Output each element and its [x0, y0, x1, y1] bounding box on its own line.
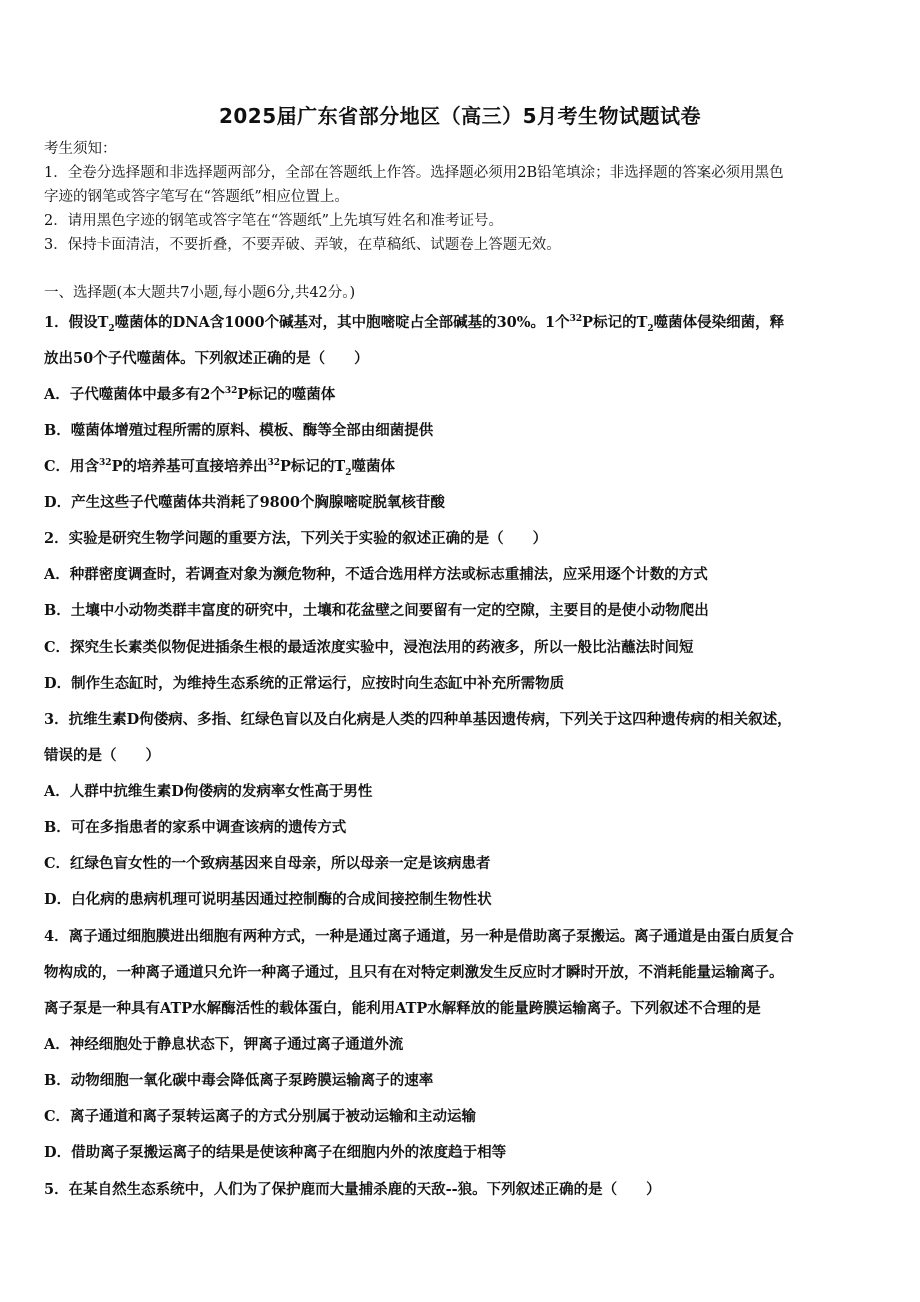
q4-option-b: B．动物细胞一氧化碳中毒会降低离子泵跨膜运输离子的速率 — [44, 1072, 434, 1089]
q3-option-c: C．红绿色盲女性的一个致病基因来自母亲，所以母亲一定是该病患者 — [44, 855, 491, 872]
section-heading: 一、选择题(本大题共7小题,每小题6分,共42分。) — [44, 285, 356, 301]
q4-option-c: C．离子通道和离子泵转运离子的方式分别属于被动运输和主动运输 — [44, 1108, 477, 1125]
page-title: 2025届广东省部分地区（高三）5月考生物试题试卷 — [218, 104, 702, 128]
q2-option-a: A．种群密度调查时，若调查对象为濒危物种，不适合选用样方法或标志重捕法，应采用逐个计数的方式 — [44, 566, 708, 583]
q3-stem-line-2: 错误的是（ ） — [44, 747, 160, 764]
notice-heading: 考生须知： — [44, 141, 117, 157]
notice-item-1-cont: 字迹的钢笔或答字笔写在“答题纸”相应位置上。 — [44, 189, 349, 205]
notice-item-1: 1．全卷分选择题和非选择题两部分，全部在答题纸上作答。选择题必须用2B铅笔填涂；非选择题的答案必须用黑色 — [44, 165, 784, 181]
q5-stem: 5．在某自然生态系统中，人们为了保护鹿而大量捕杀鹿的天敌--狼。下列叙述正确的是（ ） — [44, 1181, 661, 1198]
q1-stem-line-2: 放出50个子代噬菌体。下列叙述正确的是（ ） — [44, 350, 369, 367]
q2-stem: 2．实验是研究生物学问题的重要方法，下列关于实验的叙述正确的是（ ） — [44, 530, 548, 547]
q4-stem-line-3: 离子泵是一种具有ATP水解酶活性的载体蛋白，能利用ATP水解释放的能量跨膜运输离子。下列叙述不合理的是 — [44, 1000, 761, 1017]
q3-stem-line-1: 3．抗维生素D佝偻病、多指、红绿色盲以及白化病是人类的四种单基因遗传病，下列关于这四种遗传病的相关叙述， — [44, 711, 792, 728]
q1-option-b: B．噬菌体增殖过程所需的原料、模板、酶等全部由细菌提供 — [44, 422, 434, 439]
q3-option-b: B．可在多指患者的家系中调查该病的遗传方式 — [44, 819, 347, 836]
q4-stem-line-1: 4．离子通过细胞膜进出细胞有两种方式，一种是通过离子通道，另一种是借助离子泵搬运。离子通道是由蛋白质复合 — [44, 928, 794, 945]
q4-option-d: D．借助离子泵搬运离子的结果是使该种离子在细胞内外的浓度趋于相等 — [44, 1144, 507, 1161]
q2-option-d: D．制作生态缸时，为维持生态系统的正常运行，应按时向生态缸中补充所需物质 — [44, 675, 565, 692]
q1-option-c: C．用含$^{32}$P的培养基可直接培养出$^{32}$P标记的$T_2$噬菌体 — [44, 458, 395, 478]
q2-option-c: C．探究生长素类似物促进插条生根的最适浓度实验中，浸泡法用的药液多，所以一般比沾蘸法时间短 — [44, 639, 694, 656]
q2-option-b: B．土壤中小动物类群丰富度的研究中，土壤和花盆壁之间要留有一定的空隙，主要目的是使小动物爬出 — [44, 602, 709, 619]
q4-option-a: A．神经细胞处于静息状态下，钾离子通过离子通道外流 — [44, 1036, 404, 1053]
notice-item-2: 2．请用黑色字迹的钢笔或答字笔在“答题纸”上先填写姓名和准考证号。 — [44, 213, 504, 229]
q1-stem-line-1: 1．假设$T_2$噬菌体的DNA含1000个碱基对，其中胞嘧啶占全部碱基的30%。1个$^{32}$P标记的$T_2$噬菌体侵染细菌，释 — [44, 314, 785, 334]
q4-stem-line-2: 物构成的，一种离子通道只允许一种离子通过，且只有在对特定刺激发生反应时才瞬时开放，不消耗能量运输离子。 — [44, 964, 784, 981]
notice-item-3: 3．保持卡面清洁，不要折叠，不要弄破、弄皱，在草稿纸、试题卷上答题无效。 — [44, 237, 561, 253]
q3-option-d: D．白化病的患病机理可说明基因通过控制酶的合成间接控制生物性状 — [44, 891, 492, 908]
q1-option-a: A．子代噬菌体中最多有2个$^{32}$P标记的噬菌体 — [44, 386, 336, 403]
q1-option-d: D．产生这些子代噬菌体共消耗了9800个胸腺嘧啶脱氧核苷酸 — [44, 494, 445, 511]
q3-option-a: A．人群中抗维生素D佝偻病的发病率女性高于男性 — [44, 783, 373, 800]
